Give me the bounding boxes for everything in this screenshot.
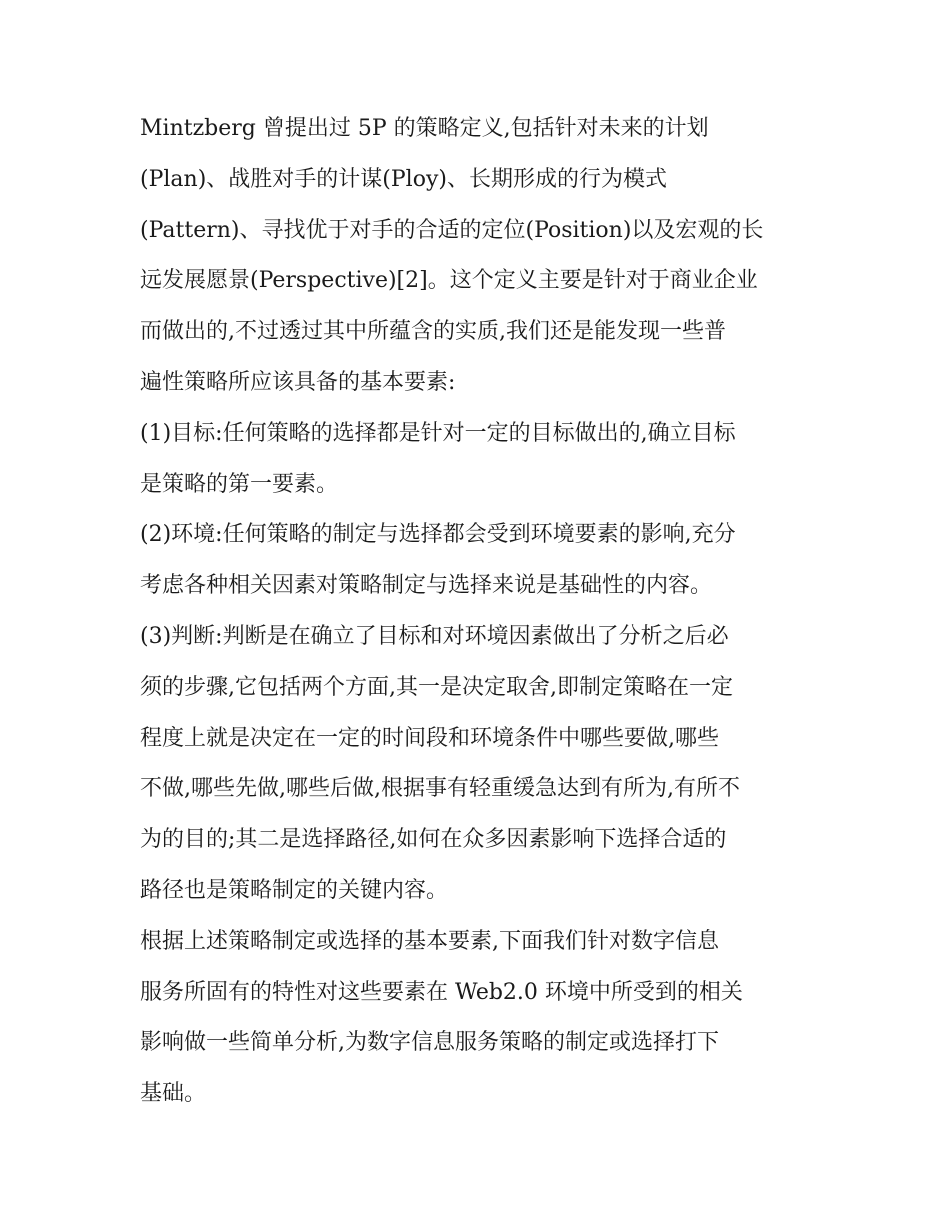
text-line: 而做出的,不过透过其中所蕴含的实质,我们还是能发现一些普 — [140, 319, 726, 345]
text-line: 远发展愿景(Perspective)[2]。这个定义主要是针对于商业企业 — [140, 268, 758, 294]
document-page — [140, 104, 820, 1120]
text-line: 为的目的;其二是选择路径,如何在众多因素影响下选择合适的 — [140, 827, 727, 853]
text-line: (1)目标:任何策略的选择都是针对一定的目标做出的,确立目标 — [140, 420, 736, 446]
text-line: (Plan)、战胜对手的计谋(Ploy)、长期形成的行为模式 — [140, 166, 667, 192]
text-line: 影响做一些简单分析,为数字信息服务策略的制定或选择打下 — [140, 1030, 719, 1056]
text-line: 是策略的第一要素。 — [140, 471, 339, 497]
text-line: 不做,哪些先做,哪些后做,根据事有轻重缓急达到有所为,有所不 — [140, 776, 740, 802]
text-line: 路径也是策略制定的关键内容。 — [140, 877, 449, 903]
paragraph-conclusion — [140, 917, 820, 1120]
text-line: Mintzberg 曾提出过 5P 的策略定义,包括针对未来的计划 — [140, 116, 709, 141]
paragraph-judgment — [140, 612, 820, 917]
text-line: (2)环境:任何策略的制定与选择都会受到环境要素的影响,充分 — [140, 522, 736, 548]
paragraph-environment — [140, 510, 820, 612]
text-line: (Pattern)、寻找优于对手的合适的定位(Position)以及宏观的长 — [140, 217, 764, 243]
text-line: 考虑各种相关因素对策略制定与选择来说是基础性的内容。 — [140, 573, 713, 599]
text-line: 须的步骤,它包括两个方面,其一是决定取舍,即制定策略在一定 — [140, 674, 733, 700]
text-line: 服务所固有的特性对这些要素在 Web2.0 环境中所受到的相关 — [140, 979, 743, 1005]
paragraph-goal — [140, 409, 820, 511]
text-line: 程度上就是决定在一定的时间段和环境条件中哪些要做,哪些 — [140, 725, 719, 751]
text-line: (3)判断:判断是在确立了目标和对环境因素做出了分析之后必 — [140, 623, 729, 649]
paragraph-intro — [140, 104, 820, 409]
text-line: 遍性策略所应该具备的基本要素: — [140, 369, 456, 395]
text-line: 根据上述策略制定或选择的基本要素,下面我们针对数字信息 — [140, 928, 719, 954]
text-line: 基础。 — [140, 1081, 207, 1107]
